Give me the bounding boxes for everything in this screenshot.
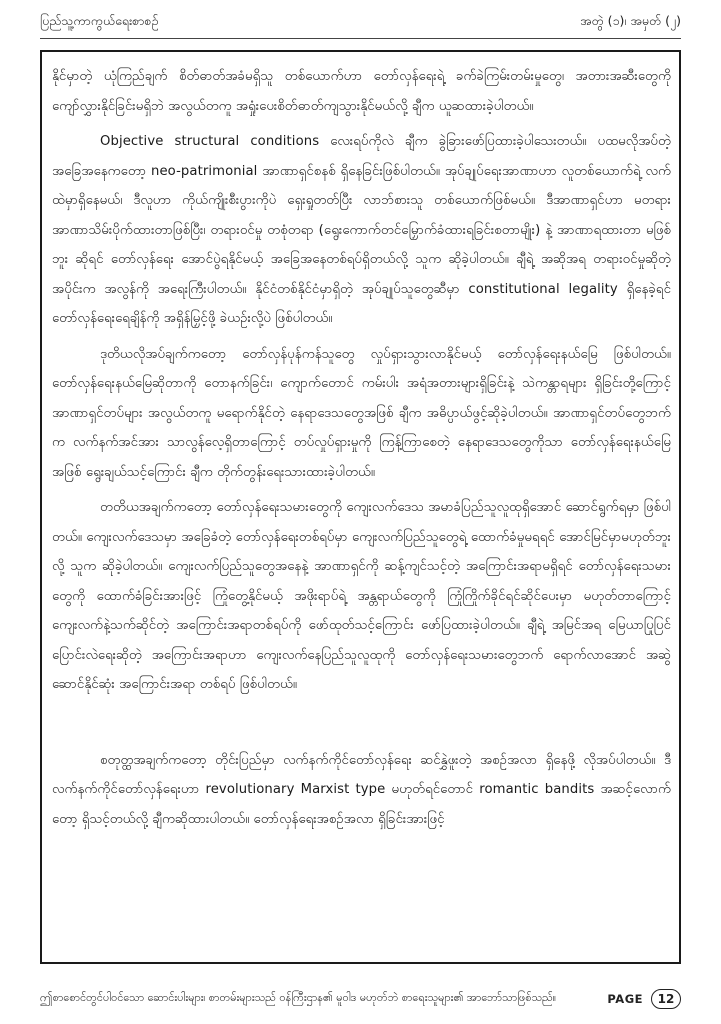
page-indicator [607, 989, 681, 1009]
paragraph-1: နိုင်မှာတဲ့ ယုံကြည်ချက် စိတ်ဓာတ်အခံမရှိသူ တစ်ယောက်ဟာ တော်လှန်ရေးရဲ့ ခက်ခဲကြမ်းတမ်းမှုတွေ၊ အတားအဆီးတွေကို ကျော်လွှားနိုင်ခြင်းမရှိဘဲ အလွယ်တကူ အရှုံးပေးစိတ်ဓာတ်ကျသွားနိုင်မယ်လို့ ချီက ယူဆထားခဲ့ပါတယ်။ [52, 69, 671, 114]
page-number: 12 [651, 989, 681, 1009]
header-divider [40, 38, 681, 39]
issue-number: အတွဲ (၁)၊ အမှတ် (၂) [579, 13, 681, 28]
paragraph-5: စတုတ္ထအချက်ကတော့ တိုင်းပြည်မှာ လက်နက်ကိုင်တော်လှန်ရေး ဆင်နွှဲဖူးတဲ့ အစဉ်အလာ ရှိနေဖို့ လိုအပ်ပါတယ်။ ဒီလက်နက်ကိုင်တော်လှန်ရေးဟာ revolutionary Marxist type မဟုတ်ရင်တောင် romantic bandits အဆင့်လောက်တော့ ရှိသင့်တယ်လို့ ချီကဆိုထားပါတယ်။ တော်လှန်ရေးအစဉ်အလာ ရှိခြင်းအားဖြင့် [52, 752, 671, 827]
page-label: PAGE [607, 992, 643, 1006]
paragraph-4: တတိယအချက်ကတော့ တော်လှန်ရေးသမားတွေကို ကျေးလက်ဒေသ အမာခံပြည်သူလူထုရှိအောင် ဆောင်ရွက်ရမှာ ဖြစ်ပါတယ်။ ကျေးလက်ဒေသမှာ အခြေခံတဲ့ တော်လှန်ရေးတစ်ရပ်မှာ ကျေးလက်ပြည်သူတွေရဲ့ ထောက်ခံမှုမရရင် အောင်မြင်မှာမဟုတ်ဘူးလို့ သူက ဆိုခဲ့ပါတယ်။ ကျေးလက်ပြည်သူတွေအနေနဲ့ အာဏာရှင်ကို ဆန့်ကျင်သင့်တဲ့ အကြောင်းအရာမရှိရင် တော်လှန်ရေးသမားတွေကို ထောက်ခံခြင်းအားဖြင့် ကြုံတွေ့နိုင်မယ့် အဖိုးရာပ်ရဲ့ အန္တရာယ်တွေကို ကြုံကြိုက်ခိုင်ရင်ဆိုင်ပေးမှာ မဟုတ်တာကြောင့် ကျေးလက်နဲ့သက်ဆိုင်တဲ့ အကြောင်းအရာတစ်ရပ်ကို ဖော်ထုတ်သင့်ကြောင်း ဖော်ပြထားခဲ့ပါတယ်။ ချီရဲ့ အမြင်အရ မြေယာပြုပြင် ပြောင်းလဲရေးဆိုတဲ့ အကြောင်းအရာဟာ ကျေးလက်နေပြည်သူလူထုကို တော်လှန်ရေးသမားတွေဘက် ရောက်လာအောင် အဆွဲဆောင်နိုင်ဆုံး အကြောင်းအရာ တစ်ရပ် ဖြစ်ပါတယ်။ [52, 500, 671, 692]
page-footer [40, 984, 681, 1014]
publication-title: ပြည်သူ့ကာကွယ်ရေးစာစဥ် [40, 13, 159, 28]
page-header [40, 10, 681, 32]
disclaimer-note: ဤစာစောင်တွင်ပါဝင်သော ဆောင်းပါးများ၊ စာတမ်းများသည် ဝန်ကြီးဌာန၏ မူဝါဒ မဟုတ်ဘဲ စာရေးသူများ၏ အာဘော်သာဖြစ်သည်။ [40, 991, 557, 1004]
paragraph-2: Objective structural conditions လေးရပ်ကိုလဲ ချီက ခွဲခြားဖော်ပြထားခဲ့ပါသေးတယ်။ ပထမလိုအပ်တဲ့ အခြေအနေကတော့ neo-patrimonial အာဏာရှင်စနစ် ရှိနေခြင်းဖြစ်ပါတယ်။ အုပ်ချုပ်ရေးအာဏာဟာ လူတစ်ယောက်ရဲ့ လက်ထဲမှာရှိနေမယ်၊ ဒီလူဟာ ကိုယ်ကျိုးစီးပွားကိုပဲ ရှေးရှုတတ်ပြီး လာဘ်စားသူ တစ်ယောက်ဖြစ်မယ်။ ဒီအာဏာရှင်ဟာ မတရားအာဏာသိမ်းပိုက်ထားတာဖြစ်ပြီး၊ တရားဝင်မှု တစုံတရာ (ရွေးကောက်တင်မြှောက်ခံထားရခြင်းစတာမျိုး) နဲ့ အာဏာရထားတာ မဖြစ်ဘူး ဆိုရင် တော်လှန်ရေး အောင်ပွဲရနိုင်မယ့် အခြေအနေတစ်ရပ်ရှိတယ်လို့ သူက ဆိုခဲ့ပါတယ်။ ချီရဲ့ အဆိုအရ တရားဝင်မှုဆိုတဲ့ အပိုင်းက အလွန်ကို အရေးကြီးပါတယ်။ နိုင်ငံတစ်နိုင်ငံမှာရှိတဲ့ အုပ်ချုပ်သူတွေဆီမှာ constitutional legality ရှိနေခဲ့ရင် တော်လှန်ရေးရေချိန်ကို အရှိန်မြှင့်ဖို့ ခဲယဉ်းလို့ပဲ ဖြစ်ပါတယ်။ [52, 134, 671, 326]
paragraph-3: ဒုတိယလိုအပ်ချက်ကတော့ တော်လှန်ပုန်ကန်သူတွေ လှုပ်ရှားသွားလာနိုင်မယ့် တော်လှန်ရေးနယ်မြေ ဖြစ်ပါတယ်။ တော်လှန်ရေးနယ်မြေဆိုတာကို တောနက်ခြင်း၊ ကျောက်တောင် ကမ်းပါး အရံအတားများရှိခြင်းနဲ့ သဲကန္တာရများ ရှိခြင်းတို့ကြောင့် အာဏာရှင်တပ်များ အလွယ်တကူ မရောက်နိုင်တဲ့ နေရာဒေသတွေအဖြစ် ချီက အဓိပ္ပာယ်ဖွင့်ဆိုခဲ့ပါတယ်။ အာဏာရှင်တပ်တွေဘက်က လက်နက်အင်အား သာလွန်လေ့ရှိတာကြောင့် တပ်လှုပ်ရှားမှုကို ကြန့်ကြာစေတဲ့ နေရာဒေသတွေကိုသာ တော်လှန်ရေးနယ်မြေအဖြစ် ရွေးချယ်သင့်ကြောင်း ချီက တိုက်တွန်းရေးသားထားခဲ့ပါတယ်။ [52, 346, 671, 480]
article-body-frame [40, 50, 681, 964]
